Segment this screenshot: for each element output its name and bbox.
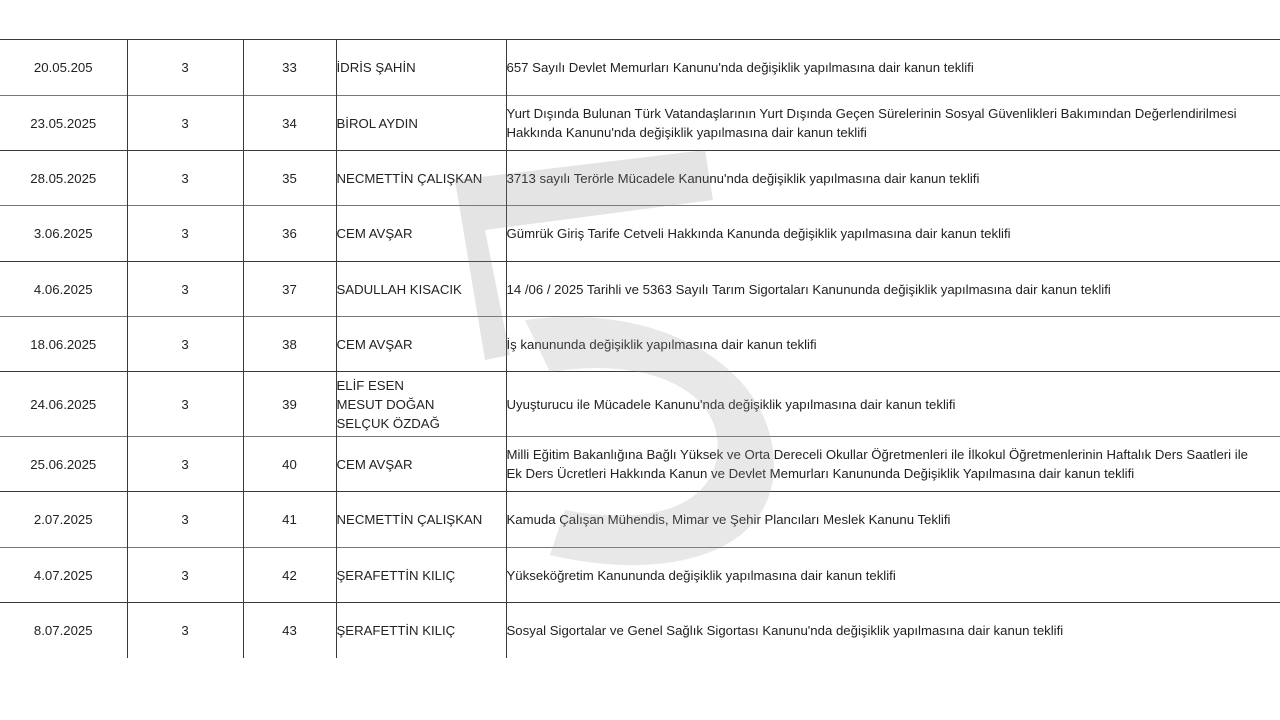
term-cell: 3 bbox=[127, 40, 243, 96]
term-cell: 3 bbox=[127, 151, 243, 206]
proposal-number-cell: 37 bbox=[243, 262, 336, 317]
table-row bbox=[0, 317, 1280, 372]
date-cell: 8.07.2025 bbox=[0, 603, 127, 658]
proposal-description-cell bbox=[506, 151, 1280, 206]
date-cell: 3.06.2025 bbox=[0, 206, 127, 262]
term-cell: 3 bbox=[127, 96, 243, 151]
proposer-name-cell bbox=[336, 262, 506, 317]
proposer-name-cell bbox=[336, 372, 506, 437]
description-line: Yükseköğretim Kanununda değişiklik yapılmasına dair kanun teklifi bbox=[506, 567, 896, 583]
proposer-name-cell bbox=[336, 206, 506, 262]
description-line: Milli Eğitim Bakanlığına Bağlı Yüksek ve Orta Dereceli Okullar Öğretmenleri ile İlkokul Öğretmenlerinin Haftalık Ders Saatleri ile bbox=[506, 447, 1248, 462]
table-row bbox=[0, 437, 1280, 492]
table-row bbox=[0, 603, 1280, 658]
date-cell: 18.06.2025 bbox=[0, 317, 127, 372]
term-cell: 3 bbox=[127, 437, 243, 492]
proposer-name-cell bbox=[336, 40, 506, 96]
proposer-name: CEM AVŞAR bbox=[336, 456, 413, 472]
description-line: 14 /06 / 2025 Tarihli ve 5363 Sayılı Tarım Sigortaları Kanununda değişiklik yapılmasına dair kanun teklifi bbox=[506, 281, 1111, 297]
document-page bbox=[0, 39, 1280, 658]
date-cell: 25.06.2025 bbox=[0, 437, 127, 492]
proposer-name-cell bbox=[336, 151, 506, 206]
description-line: Yurt Dışında Bulunan Türk Vatandaşlarının Yurt Dışında Geçen Sürelerinin Sosyal Güvenlikleri Bakımından Değerlendirilmesi bbox=[506, 106, 1237, 121]
proposer-name: ŞERAFETTİN KILIÇ bbox=[336, 622, 456, 638]
proposal-description-cell bbox=[506, 96, 1280, 151]
proposer-name-cell bbox=[336, 603, 506, 658]
proposer-name-cell bbox=[336, 437, 506, 492]
proposal-description-cell bbox=[506, 317, 1280, 372]
proposal-description-cell bbox=[506, 492, 1280, 548]
table-row bbox=[0, 96, 1280, 151]
description-line: 3713 sayılı Terörle Mücadele Kanunu'nda değişiklik yapılmasına dair kanun teklifi bbox=[506, 170, 980, 186]
proposer-name-cell bbox=[336, 492, 506, 548]
date-cell: 23.05.2025 bbox=[0, 96, 127, 151]
proposer-name-cell bbox=[336, 317, 506, 372]
term-cell: 3 bbox=[127, 262, 243, 317]
date-cell: 2.07.2025 bbox=[0, 492, 127, 548]
law-proposals-table bbox=[0, 39, 1280, 658]
table-row bbox=[0, 372, 1280, 437]
proposal-number-cell: 41 bbox=[243, 492, 336, 548]
proposer-name: MESUT DOĞAN bbox=[336, 396, 435, 412]
proposer-name: ŞERAFETTİN KILIÇ bbox=[336, 567, 456, 583]
proposal-description-cell bbox=[506, 262, 1280, 317]
table-body bbox=[0, 40, 1280, 658]
proposer-name: CEM AVŞAR bbox=[336, 226, 413, 241]
proposal-number-cell: 36 bbox=[243, 206, 336, 262]
proposal-description-cell bbox=[506, 40, 1280, 96]
table-row bbox=[0, 492, 1280, 548]
table-row bbox=[0, 262, 1280, 317]
table-row bbox=[0, 151, 1280, 206]
proposal-description-cell bbox=[506, 372, 1280, 437]
proposal-number-cell: 39 bbox=[243, 372, 336, 437]
description-line: Kamuda Çalışan Mühendis, Mimar ve Şehir Plancıları Meslek Kanunu Teklifi bbox=[506, 512, 951, 527]
proposal-number-cell: 35 bbox=[243, 151, 336, 206]
description-line: Ek Ders Ücretleri Hakkında Kanun ve Devlet Memurları Kanununda Değişiklik Yapılmasına dair kanun teklifi bbox=[506, 466, 1135, 481]
term-cell: 3 bbox=[127, 372, 243, 437]
proposer-name: BİROL AYDIN bbox=[336, 115, 418, 131]
proposal-description-cell bbox=[506, 206, 1280, 262]
term-cell: 3 bbox=[127, 317, 243, 372]
table-row bbox=[0, 206, 1280, 262]
proposal-number-cell: 34 bbox=[243, 96, 336, 151]
description-line: Hakkında Kanunu'nda değişiklik yapılmasına dair kanun teklifi bbox=[506, 125, 867, 140]
date-cell: 24.06.2025 bbox=[0, 372, 127, 437]
proposer-name: CEM AVŞAR bbox=[336, 336, 413, 352]
proposer-name: SELÇUK ÖZDAĞ bbox=[336, 415, 440, 431]
term-cell: 3 bbox=[127, 492, 243, 548]
description-line: Uyuşturucu ile Mücadele Kanunu'nda değişiklik yapılmasına dair kanun teklifi bbox=[506, 396, 956, 412]
proposal-number-cell: 42 bbox=[243, 548, 336, 603]
term-cell: 3 bbox=[127, 548, 243, 603]
date-cell: 4.07.2025 bbox=[0, 548, 127, 603]
proposal-description-cell bbox=[506, 437, 1280, 492]
proposer-name-cell bbox=[336, 96, 506, 151]
proposal-number-cell: 40 bbox=[243, 437, 336, 492]
date-cell: 28.05.2025 bbox=[0, 151, 127, 206]
proposal-description-cell bbox=[506, 603, 1280, 658]
proposer-name: NECMETTİN ÇALIŞKAN bbox=[336, 512, 483, 527]
term-cell: 3 bbox=[127, 206, 243, 262]
description-line: Gümrük Giriş Tarife Cetveli Hakkında Kanunda değişiklik yapılmasına dair kanun teklifi bbox=[506, 226, 1011, 241]
proposer-name: NECMETTİN ÇALIŞKAN bbox=[336, 170, 483, 186]
table-row bbox=[0, 548, 1280, 603]
description-line: 657 Sayılı Devlet Memurları Kanunu'nda değişiklik yapılmasına dair kanun teklifi bbox=[506, 60, 974, 75]
proposer-name: ELİF ESEN bbox=[336, 377, 404, 393]
proposer-name: SADULLAH KISACIK bbox=[336, 281, 462, 297]
description-line: Sosyal Sigortalar ve Genel Sağlık Sigortası Kanunu'nda değişiklik yapılmasına dair kanun teklifi bbox=[506, 622, 1064, 638]
proposal-number-cell: 43 bbox=[243, 603, 336, 658]
proposer-name-cell bbox=[336, 548, 506, 603]
proposal-description-cell bbox=[506, 548, 1280, 603]
proposal-number-cell: 33 bbox=[243, 40, 336, 96]
proposer-name: İDRİS ŞAHİN bbox=[336, 60, 416, 75]
term-cell: 3 bbox=[127, 603, 243, 658]
table-row bbox=[0, 40, 1280, 96]
description-line: İş kanununda değişiklik yapılmasına dair kanun teklifi bbox=[506, 336, 817, 352]
date-cell: 4.06.2025 bbox=[0, 262, 127, 317]
proposal-number-cell: 38 bbox=[243, 317, 336, 372]
date-cell: 20.05.205 bbox=[0, 40, 127, 96]
